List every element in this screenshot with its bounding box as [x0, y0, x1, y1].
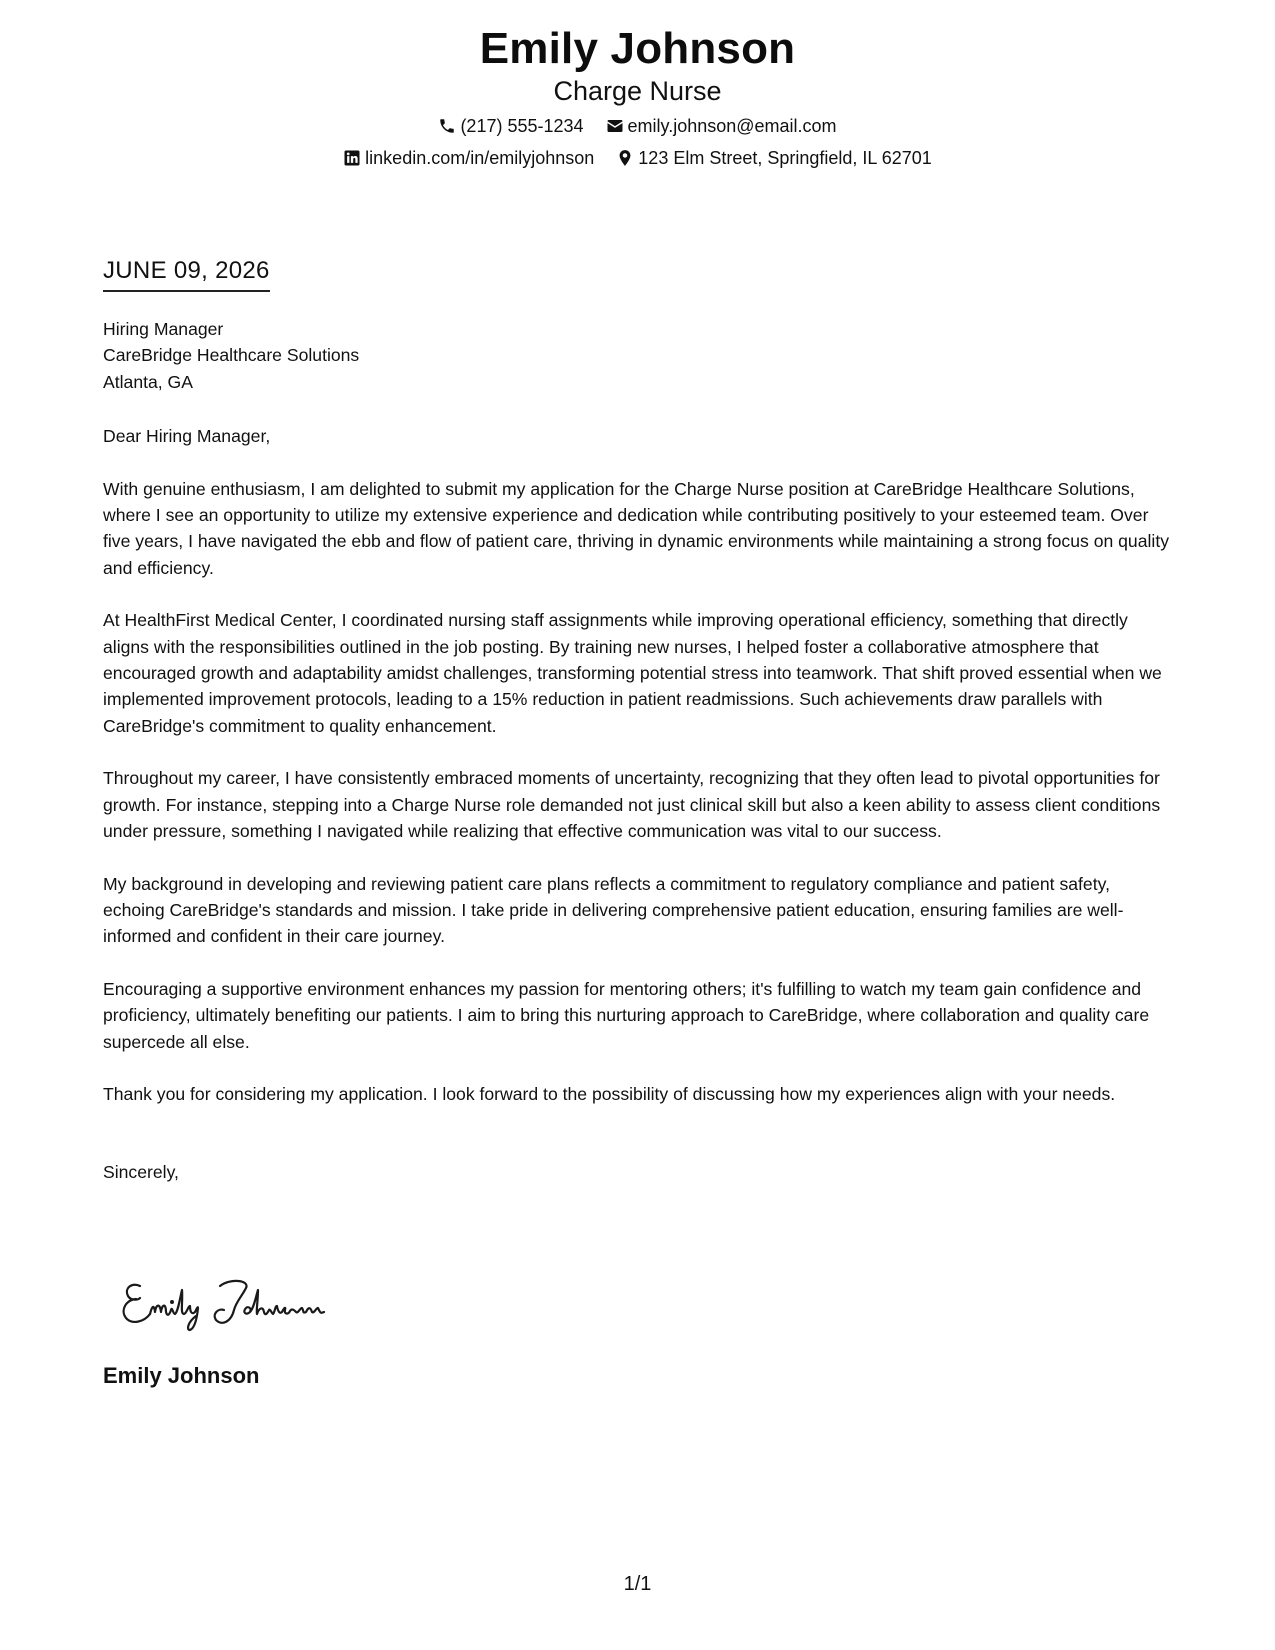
email-text: emily.johnson@email.com — [627, 116, 837, 136]
contact-row-primary — [0, 114, 1275, 138]
page-number: 1/1 — [623, 1573, 652, 1595]
phone-icon — [438, 117, 456, 135]
map-pin-icon — [616, 149, 634, 167]
linkedin-text: linkedin.com/in/emilyjohnson — [365, 148, 595, 168]
recipient-location: Atlanta, GA — [103, 371, 193, 392]
paragraph: Thank you for considering my application. I look forward to the possibility of discussing how my experiences align with your needs. — [103, 1083, 1116, 1104]
phone-text: (217) 555-1234 — [460, 116, 584, 136]
signer-name: Emily Johnson — [103, 1363, 260, 1388]
handwritten-signature — [118, 1268, 358, 1332]
envelope-icon — [606, 117, 624, 135]
recipient-role: Hiring Manager — [103, 319, 224, 339]
letter-date: JUNE 09, 2026 — [103, 256, 270, 292]
letter-body — [103, 316, 1173, 1186]
contact-phone[interactable] — [438, 114, 583, 138]
contact-linkedin[interactable] — [343, 146, 594, 170]
letter-header — [0, 22, 1275, 170]
paragraph: Throughout my career, I have consistently embraced moments of uncertainty, recognizing that they often lead to pivotal opportunities for growth. For instance, stepping into a Charge Nurse role demanded not just clinical skill but also a keen ability to assess client conditions under pressure, something I navigated while realizing that effective communication was vital to our success. — [103, 768, 1161, 842]
contact-row-secondary — [0, 146, 1275, 170]
recipient-company: CareBridge Healthcare Solutions — [103, 345, 360, 366]
salutation: Dear Hiring Manager, — [103, 426, 271, 447]
closing: Sincerely, — [103, 1162, 179, 1183]
address-text: 123 Elm Street, Springfield, IL 62701 — [638, 148, 932, 168]
linkedin-icon — [343, 149, 361, 167]
paragraph: My background in developing and reviewing patient care plans reflects a commitment to regulatory compliance and patient safety, echoing CareBridge's standards and mission. I take pride in delivering comprehensive patient education, ensuring families are well-informed and confident in their care journey. — [103, 873, 1124, 947]
contact-address — [616, 146, 932, 170]
paragraph: Encouraging a supportive environment enhances my passion for mentoring others; it's fulfilling to watch my team gain confidence and proficiency, ultimately benefiting our patients. I aim to bring this nurturing approach to CareBridge, where collaboration and quality care supercede all else. — [103, 978, 1150, 1052]
recipient-block — [103, 316, 1173, 395]
contact-email[interactable] — [606, 114, 837, 138]
paragraph: With genuine enthusiasm, I am delighted to submit my application for the Charge Nurse position at CareBridge Healthcare Solutions, where I see an opportunity to utilize my extensive experience and dedication while contributing positively to your esteemed team. Over five years, I have navigated the ebb and flow of patient care, thriving in dynamic environments while maintaining a strong focus on quality and efficiency. — [103, 478, 1170, 578]
applicant-name: Emily Johnson — [479, 24, 796, 73]
applicant-title: Charge Nurse — [553, 76, 722, 106]
paragraph: At HealthFirst Medical Center, I coordinated nursing staff assignments while improving operational efficiency, something that directly aligns with the responsibilities outlined in the job posting. By training new nurses, I helped foster a collaborative atmosphere that encouraged growth and adaptability amidst challenges, transforming potential stress into teamwork. That shift proved essential when we implemented improvement protocols, leading to a 15% reduction in patient readmissions. Such achievements draw parallels with CareBridge's commitment to quality enhancement. — [103, 610, 1162, 736]
